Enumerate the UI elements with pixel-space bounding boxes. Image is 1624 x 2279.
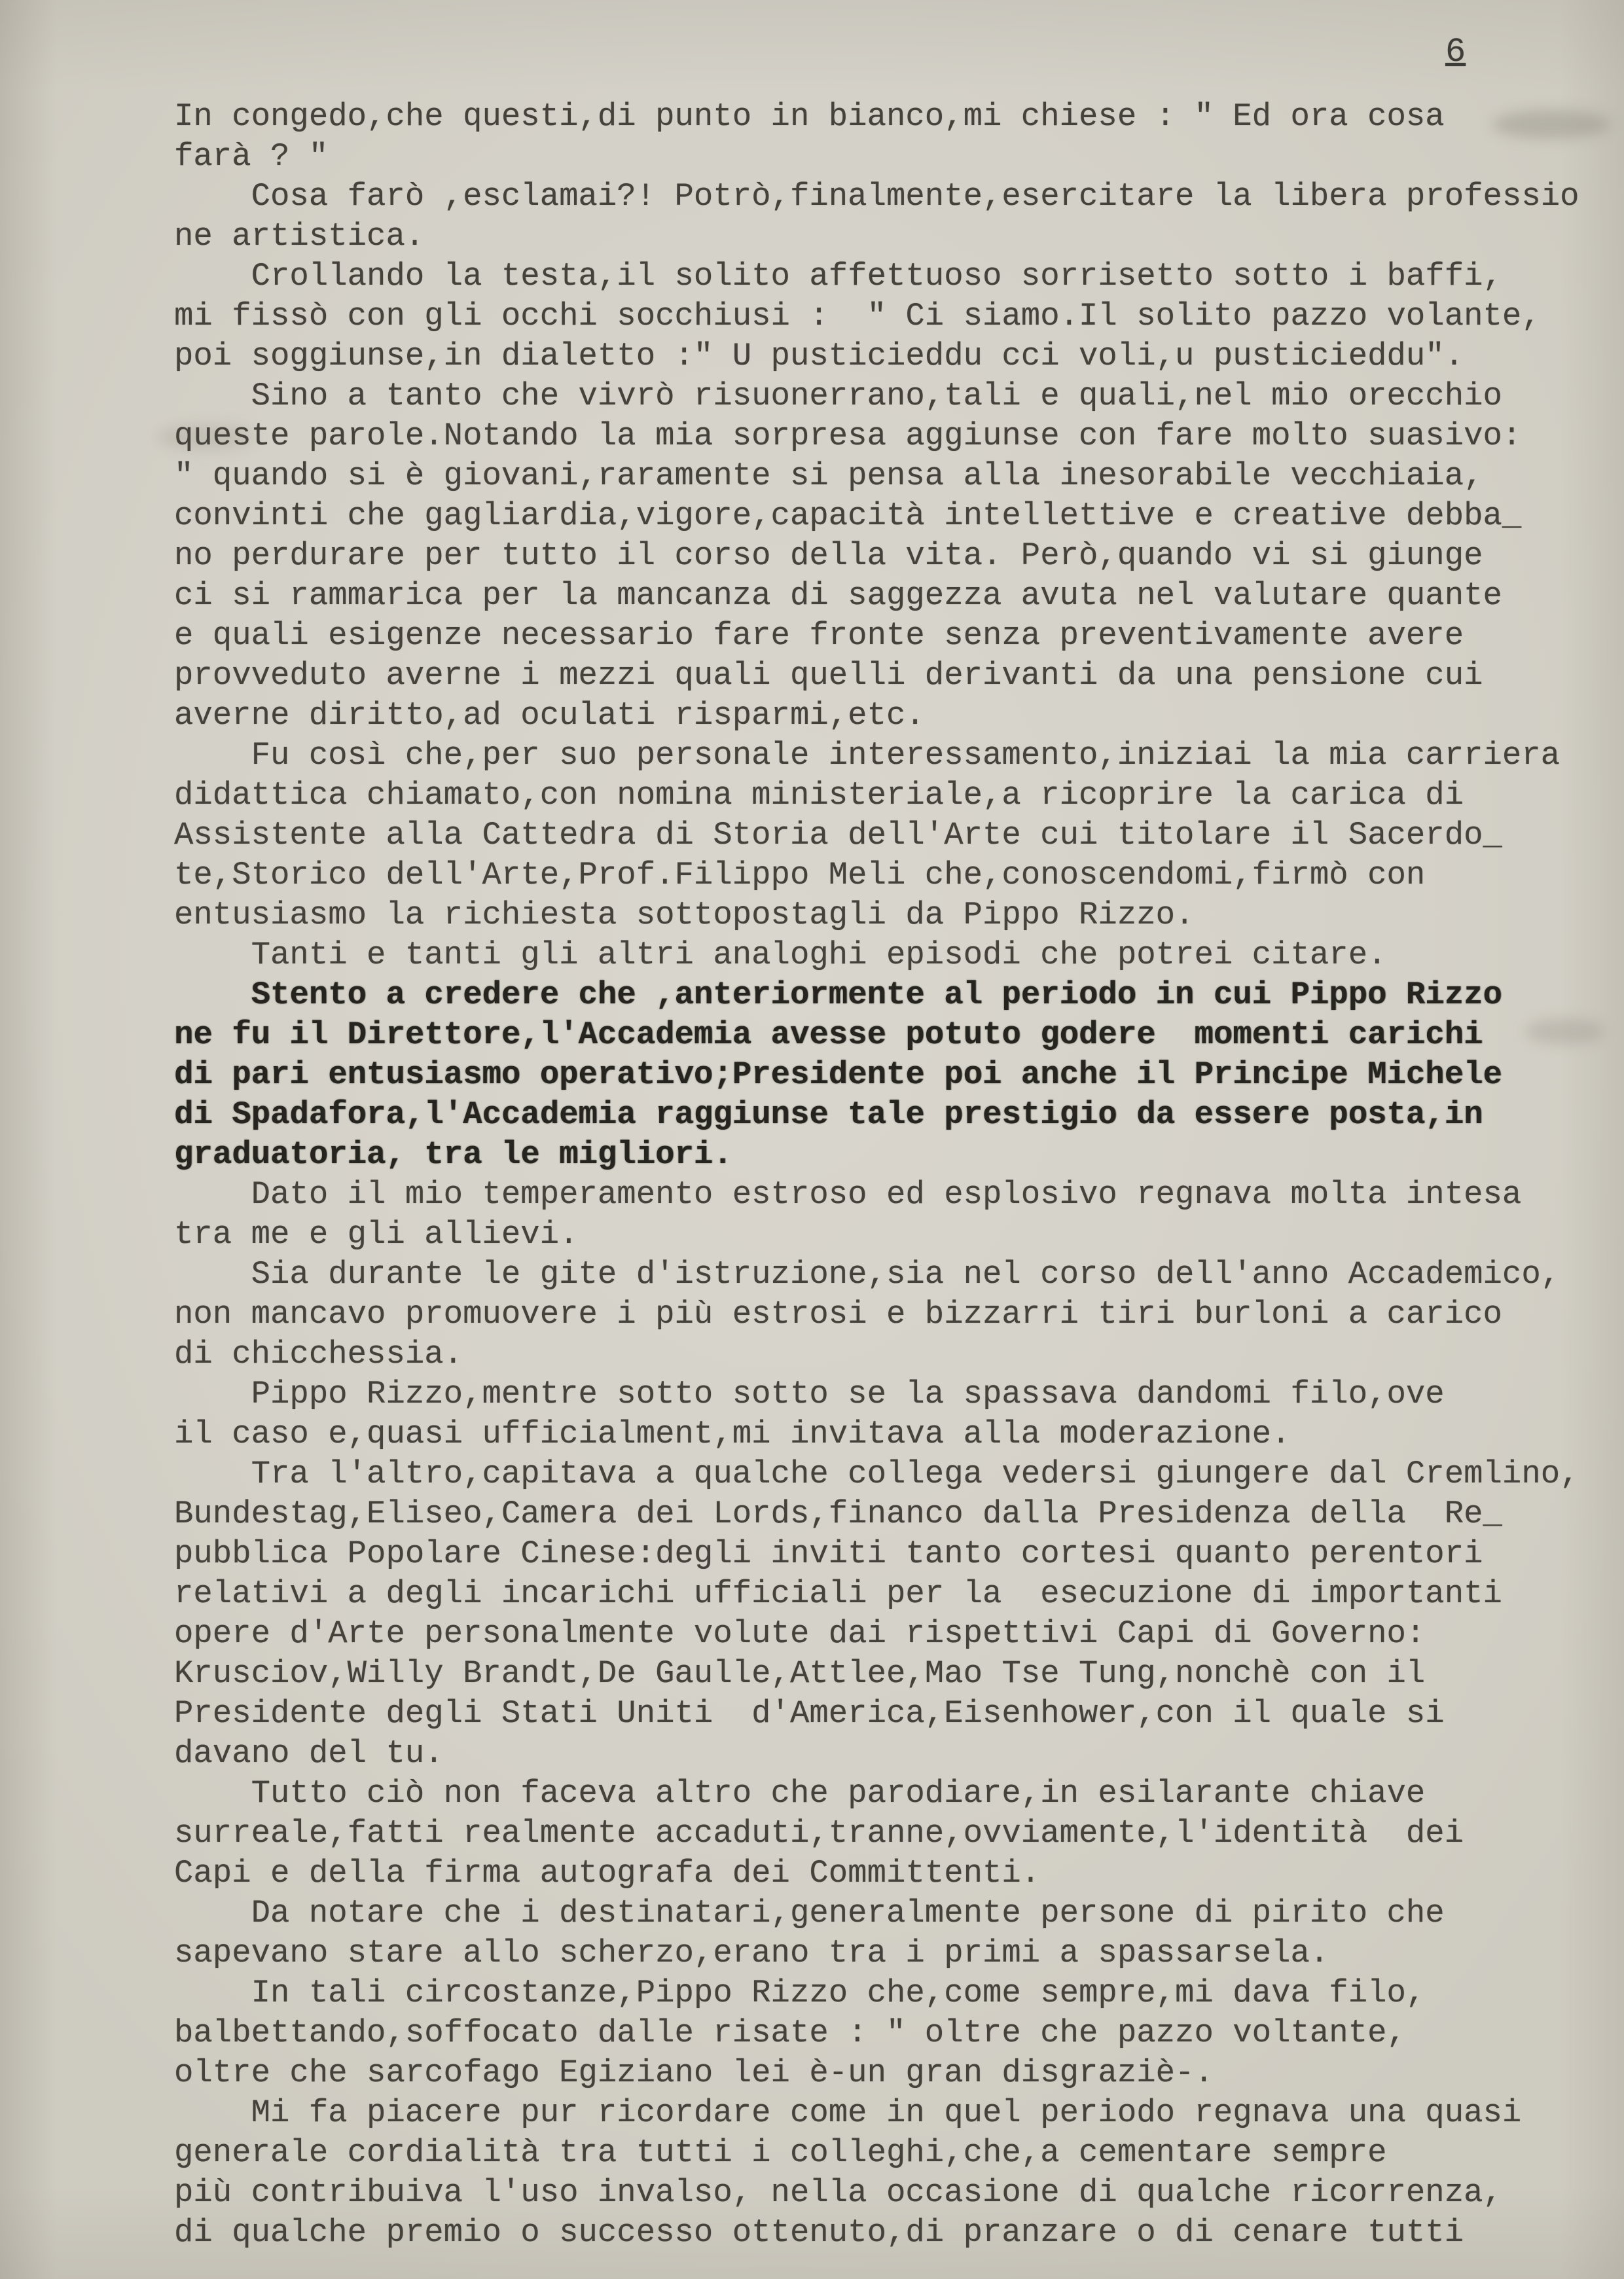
text-line: entusiasmo la richiesta sottopostagli da Pippo Rizzo.	[174, 897, 1195, 933]
text-line: ci si rammarica per la mancanza di saggezza avuta nel valutare quante	[174, 577, 1502, 614]
text-line: no perdurare per tutto il corso della vita. Però,quando vi si giunge	[174, 537, 1483, 574]
text-line: Da notare che i destinatari,generalmente persone di pirito che	[174, 1895, 1445, 1931]
text-line: di qualche premio o successo ottenuto,di pranzare o di cenare tutti	[174, 2214, 1464, 2251]
text-line: averne diritto,ad oculati risparmi,etc.	[174, 697, 925, 734]
text-line: didattica chiamato,con nomina ministeriale,a ricoprire la carica di	[174, 777, 1464, 814]
text-line: di chicchessia.	[174, 1336, 463, 1373]
text-line: generale cordialità tra tutti i colleghi,che,a cementare sempre	[174, 2134, 1387, 2171]
text-line: sapevano stare allo scherzo,erano tra i primi a spassarsela.	[174, 1935, 1329, 1971]
text-line: di pari entusiasmo operativo;Presidente poi anche il Principe Michele	[174, 1056, 1502, 1093]
text-line: Fu così che,per suo personale interessamento,iniziai la mia carriera	[174, 737, 1561, 774]
text-line: Sino a tanto che vivrò risuonerrano,tali e quali,nel mio orecchio	[174, 378, 1502, 414]
text-line: te,Storico dell'Arte,Prof.Filippo Meli che,conoscendomi,firmò con	[174, 857, 1426, 893]
text-line: Tra l'altro,capitava a qualche collega vedersi giungere dal Cremlino,	[174, 1456, 1579, 1492]
text-line: farà ? "	[174, 138, 329, 175]
text-line: Capi e della firma autografa dei Committenti.	[174, 1855, 1041, 1892]
text-line: e quali esigenze necessario fare fronte senza preventivamente avere	[174, 617, 1464, 654]
text-line: di Spadafora,l'Accademia raggiunse tale prestigio da essere posta,in	[174, 1096, 1483, 1133]
text-line: Cosa farò ,esclamai?! Potrò,finalmente,esercitare la libera professio	[174, 178, 1579, 215]
text-line: Presidente degli Stati Uniti d'America,Eisenhower,con il quale si	[174, 1695, 1445, 1732]
text-line: relativi a degli incarichi ufficiali per la esecuzione di importanti	[174, 1575, 1502, 1612]
text-line: Stento a credere che ,anteriormente al periodo in cui Pippo Rizzo	[174, 977, 1502, 1013]
page-number: 6	[1445, 33, 1466, 71]
text-line: " quando si è giovani,raramente si pensa alla inesorabile vecchiaia,	[174, 458, 1483, 494]
text-line: ne artistica.	[174, 218, 425, 255]
text-line: pubblica Popolare Cinese:degli inviti tanto cortesi quanto perentori	[174, 1535, 1483, 1572]
text-line: surreale,fatti realmente accaduti,tranne,ovviamente,l'identità dei	[174, 1815, 1464, 1852]
text-line: Bundestag,Eliseo,Camera dei Lords,financo dalla Presidenza della Re_	[174, 1496, 1502, 1532]
text-line: mi fissò con gli occhi socchiusi : " Ci siamo.Il solito pazzo volante,	[174, 298, 1541, 334]
text-line: Krusciov,Willy Brandt,De Gaulle,Attlee,Mao Tse Tung,nonchè con il	[174, 1655, 1426, 1692]
text-line: Sia durante le gite d'istruzione,sia nel corso dell'anno Accademico,	[174, 1256, 1561, 1293]
text-line: provveduto averne i mezzi quali quelli derivanti da una pensione cui	[174, 657, 1483, 694]
text-line: ne fu il Direttore,l'Accademia avesse potuto godere momenti carichi	[174, 1016, 1483, 1053]
text-line: queste parole.Notando la mia sorpresa aggiunse con fare molto suasivo:	[174, 418, 1522, 454]
text-line: poi soggiunse,in dialetto :" U pusticieddu cci voli,u pusticieddu".	[174, 338, 1464, 374]
text-line: In tali circostanze,Pippo Rizzo che,come sempre,mi dava filo,	[174, 1975, 1426, 2011]
text-line: Crollando la testa,il solito affettuoso sorrisetto sotto i baffi,	[174, 258, 1502, 295]
text-line: più contribuiva l'uso invalso, nella occasione di qualche ricorrenza,	[174, 2174, 1502, 2211]
text-line: Dato il mio temperamento estroso ed esplosivo regnava molta intesa	[174, 1176, 1522, 1213]
text-line: Tanti e tanti gli altri analoghi episodi che potrei citare.	[174, 937, 1387, 973]
document-text	[174, 97, 1624, 2253]
text-line: balbettando,soffocato dalle risate : " oltre che pazzo voltante,	[174, 2015, 1406, 2051]
text-line: Tutto ciò non faceva altro che parodiare,in esilarante chiave	[174, 1775, 1426, 1812]
text-line: Mi fa piacere pur ricordare come in quel periodo regnava una quasi	[174, 2094, 1522, 2131]
text-line: graduatoria, tra le migliori.	[174, 1136, 732, 1173]
text-line: opere d'Arte personalmente volute dai rispettivi Capi di Governo:	[174, 1615, 1426, 1652]
text-line: oltre che sarcofago Egiziano lei è-un gran disgraziè-.	[174, 2055, 1214, 2091]
text-line: In congedo,che questi,di punto in bianco,mi chiese : " Ed ora cosa	[174, 98, 1445, 135]
text-line: il caso e,quasi ufficialment,mi invitava alla moderazione.	[174, 1416, 1291, 1452]
text-line: davano del tu.	[174, 1735, 444, 1772]
text-line: non mancavo promuovere i più estrosi e bizzarri tiri burloni a carico	[174, 1296, 1502, 1333]
text-line: Assistente alla Cattedra di Storia dell'Arte cui titolare il Sacerdo_	[174, 817, 1502, 853]
text-line: convinti che gagliardia,vigore,capacità intellettive e creative debba_	[174, 497, 1522, 534]
text-line: Pippo Rizzo,mentre sotto sotto se la spassava dandomi filo,ove	[174, 1376, 1445, 1412]
text-line: tra me e gli allievi.	[174, 1216, 579, 1253]
